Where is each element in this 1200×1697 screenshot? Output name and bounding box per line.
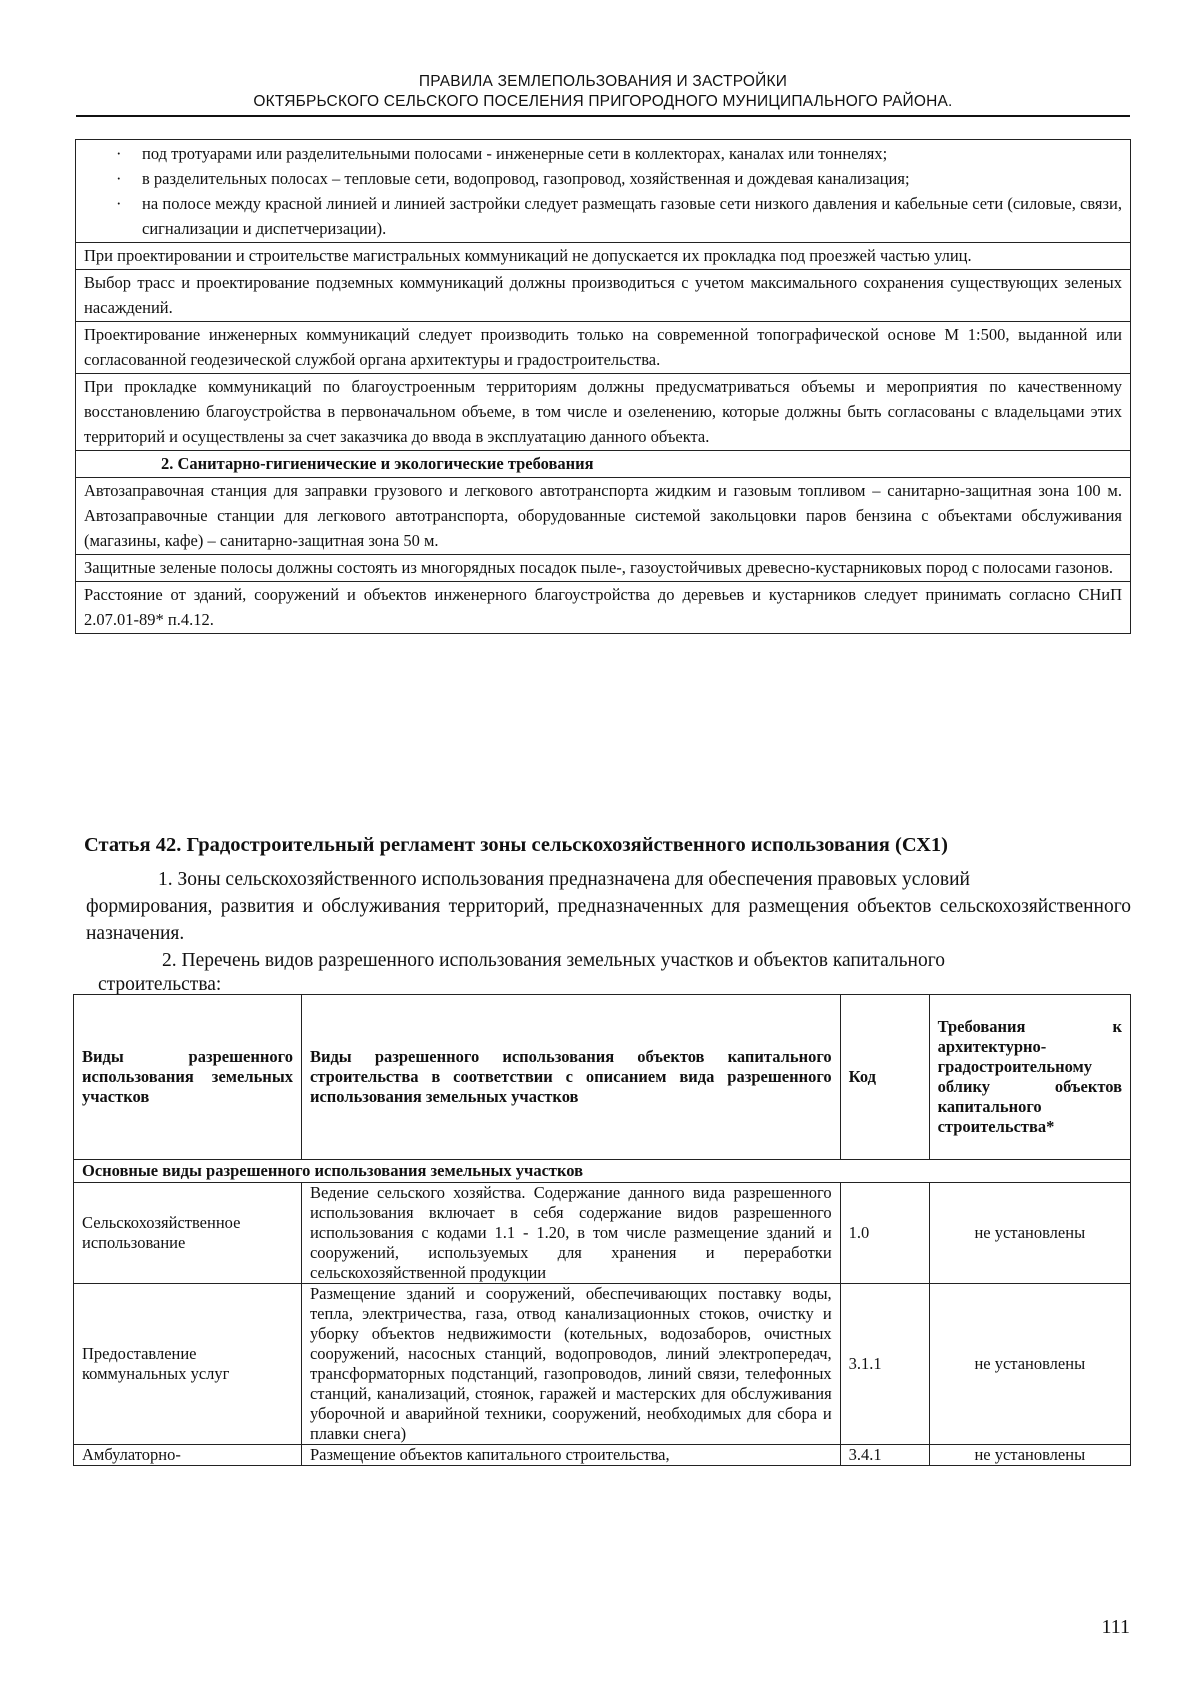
article-title: Статья 42. Градостроительный регламент зоны сельскохозяйственного использования (СХ1) [84, 834, 948, 856]
table-cell: При проектировании и строительстве магистральных коммуникаций не допускается их прокладка под проезжей частью улиц. [76, 243, 1131, 270]
bullet-icon: · [116, 169, 122, 188]
page-number: 111 [1101, 1616, 1130, 1638]
header-line-1: ПРАВИЛА ЗЕМЛЕПОЛЬЗОВАНИЯ И ЗАСТРОЙКИ [418, 73, 788, 90]
paragraph-2-rest: строительства: [98, 974, 222, 995]
cell-requirements: не установлены [929, 1445, 1130, 1466]
cell-land-use: Амбулаторно- [74, 1445, 302, 1466]
paragraph-2 [86, 949, 1131, 997]
table-cell: При прокладке коммуникаций по благоустроенным территориям должны предусматриваться объемы и мероприятия по качественному восстановлению благоустройства в первоначальном объеме, в том числе и озеленению, которые должны быть согласованы с владельцами этих территорий и осуществлены за счет заказчика до ввода в эксплуатацию данного объекта. [76, 374, 1131, 451]
table-row [76, 478, 1131, 555]
header-line-2: ОКТЯБРЬСКОГО СЕЛЬСКОГО ПОСЕЛЕНИЯ ПРИГОРОДНОГО МУНИЦИПАЛЬНОГО РАЙОНА. [253, 93, 953, 110]
table-row [74, 1284, 1131, 1445]
cell-land-use: Предоставление коммунальных услуг [74, 1284, 302, 1445]
requirements-table [75, 139, 1131, 634]
section-heading: Основные виды разрешенного использования земельных участков [74, 1160, 1131, 1183]
table-cell: Автозаправочная станция для заправки грузового и легкового автотранспорта жидким и газовым топливом – санитарно-защитная зона 100 м. Автозаправочные станции для легкового автотранспорта, оборудованные системой закольцовки паров бензина с объектами обслуживания (магазины, кафе) – санитарно-защитная зона 50 м. [76, 478, 1131, 555]
paragraph-1 [86, 866, 1131, 947]
cell-code: 3.4.1 [840, 1445, 929, 1466]
cell-code: 3.1.1 [840, 1284, 929, 1445]
table-row [76, 374, 1131, 451]
cell-description: Размещение объектов капитального строительства, [301, 1445, 840, 1466]
table-row [76, 451, 1131, 478]
table-row [76, 243, 1131, 270]
table-section-row [74, 1160, 1131, 1183]
column-header-capital-construction: Виды разрешенного использования объектов капитального строительства в соответствии с описанием вида разрешенного использования земельных участков [301, 995, 840, 1160]
table-row [76, 582, 1131, 634]
table-row [76, 140, 1131, 243]
cell-requirements: не установлены [929, 1183, 1130, 1284]
table-cell: Выбор трасс и проектирование подземных коммуникаций должны производиться с учетом максимального сохранения существующих зеленых насаждений. [76, 270, 1131, 322]
cell-description: Ведение сельского хозяйства. Содержание данного вида разрешенного использования включает в себя содержание видов разрешенного использования с кодами 1.1 - 1.20, в том числе размещение зданий и сооружений, используемых для хранения и переработки сельскохозяйственной продукции [301, 1183, 840, 1284]
column-header-land-use: Виды разрешенного использования земельных участков [74, 995, 302, 1160]
column-header-requirements: Требования к архитектурно-градостроительному облику объектов капитального строительства* [929, 995, 1130, 1160]
table-row [76, 270, 1131, 322]
list-item: · на полосе между красной линией и линией застройки следует размещать газовые сети низкого давления и кабельные сети (силовые, связи, сигнализации и диспетчеризации). [84, 191, 1122, 241]
table-row [76, 322, 1131, 374]
section-heading: 2. Санитарно-гигиенические и экологические требования [76, 451, 1131, 478]
bullet-icon: · [116, 144, 122, 163]
column-header-code: Код [840, 995, 929, 1160]
permitted-use-table [73, 994, 1131, 1466]
table-header-row [74, 995, 1131, 1160]
paragraph-2-first-line: 2. Перечень видов разрешенного использования земельных участков и объектов капитального [162, 950, 945, 971]
running-header [76, 72, 1130, 112]
paragraph-1-first-line: 1. Зоны сельскохозяйственного использования предназначена для обеспечения правовых условий [158, 869, 970, 890]
cell-land-use: Сельскохозяйственное использование [74, 1183, 302, 1284]
table-row [74, 1445, 1131, 1466]
cell-requirements: не установлены [929, 1284, 1130, 1445]
table-row [76, 555, 1131, 582]
list-item: · под тротуарами или разделительными полосами - инженерные сети в коллекторах, каналах или тоннелях; [84, 141, 1122, 166]
table-cell: Защитные зеленые полосы должны состоять из многорядных посадок пыле-, газоустойчивых древесно-кустарниковых пород с полосами газонов. [76, 555, 1131, 582]
paragraph-1-rest: формирования, развития и обслуживания территорий, предназначенных для размещения объектов сельскохозяйственного назначения. [86, 896, 1131, 944]
cell-description: Размещение зданий и сооружений, обеспечивающих поставку воды, тепла, электричества, газа, отвод канализационных стоков, очистку и уборку объектов недвижимости (котельных, водозаборов, очистных сооружений, насосных станций, водопроводов, линий электропередач, трансформаторных подстанций, газопроводов, линий связи, телефонных станций, канализаций, стоянок, гаражей и мастерских для обслуживания уборочной и аварийной техники, сооружений, необходимых для сбора и плавки снега) [301, 1284, 840, 1445]
bullet-icon: · [116, 194, 122, 213]
list-item: · в разделительных полосах – тепловые сети, водопровод, газопровод, хозяйственная и дождевая канализация; [84, 166, 1122, 191]
table-cell: Проектирование инженерных коммуникаций следует производить только на современной топографической основе М 1:500, выданной или согласованной геодезической службой органа архитектуры и градостроительства. [76, 322, 1131, 374]
bullet-list-cell [76, 140, 1131, 243]
header-rule [76, 115, 1130, 117]
cell-code: 1.0 [840, 1183, 929, 1284]
table-row [74, 1183, 1131, 1284]
table-cell: Расстояние от зданий, сооружений и объектов инженерного благоустройства до деревьев и кустарников следует принимать согласно СНиП 2.07.01-89* п.4.12. [76, 582, 1131, 634]
